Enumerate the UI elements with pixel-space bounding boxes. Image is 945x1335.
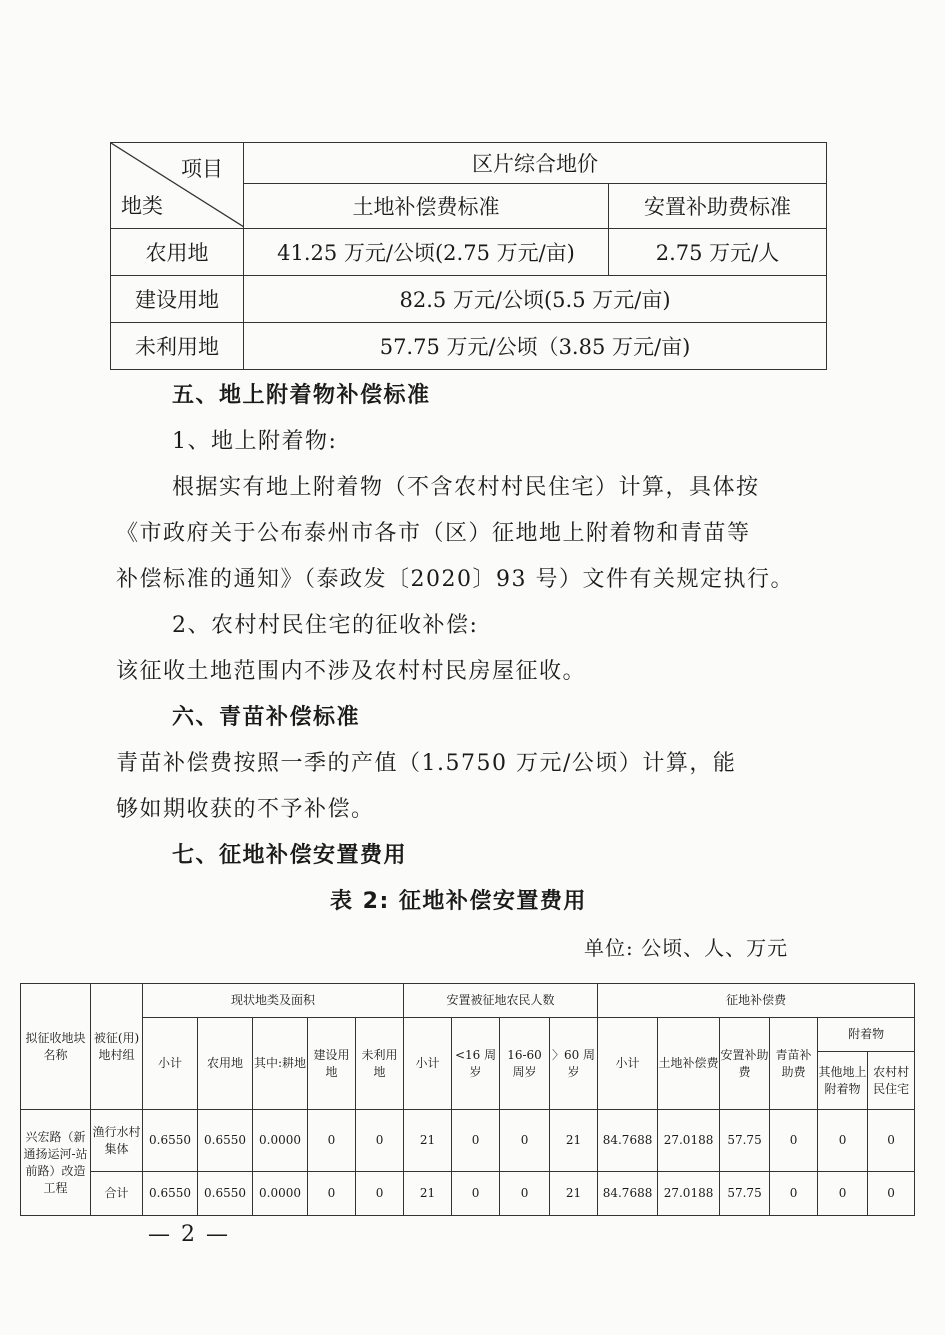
construct-header: 建设用地 [308,1018,356,1110]
parcel-header: 拟征收地块名称 [21,984,91,1110]
unused-header: 未利用地 [356,1018,404,1110]
fee-group-header: 征地补偿费 [598,984,915,1018]
value-cell: 21 [404,1110,452,1172]
value-cell: 0 [356,1172,404,1216]
merged-price-cell: 82.5 万元/公顷(5.5 万元/亩) [244,276,827,323]
table-row [21,1172,915,1216]
value-cell: 0 [452,1110,500,1172]
value-cell: 0 [770,1110,818,1172]
value-cell: 0 [500,1172,550,1216]
village-cell: 渔行水村集体 [91,1110,143,1172]
value-cell: 0 [452,1172,500,1216]
price-standard-table [110,142,827,370]
resettle-cell: 2.75 万元/人 [609,229,827,276]
value-cell: 84.7688 [598,1172,658,1216]
over60-header: 〉60 周岁 [550,1018,598,1110]
people-subtotal-header: 小计 [404,1018,452,1110]
group-header: 区片综合地价 [244,143,827,184]
land-type-cell: 农用地 [111,229,244,276]
value-cell: 0.0000 [253,1110,308,1172]
value-cell: 0 [500,1110,550,1172]
table-row [21,1110,915,1172]
land-type-cell: 建设用地 [111,276,244,323]
table-row [111,323,827,370]
value-cell: 0.6550 [198,1172,253,1216]
section-5-item-2: 2、农村村民住宅的征收补偿: [172,613,479,638]
section-7-title: 七、征地补偿安置费用 [172,843,408,868]
age16-60-header: 16-60 周岁 [500,1018,550,1110]
value-cell: 0.6550 [198,1110,253,1172]
value-cell: 0 [308,1110,356,1172]
land-comp-header: 土地补偿费 [658,1018,720,1110]
fee-subtotal-header: 小计 [598,1018,658,1110]
village-cell: 合计 [91,1172,143,1216]
land-group-header: 现状地类及面积 [143,984,404,1018]
diag-top-label: 项目 [181,157,223,181]
value-cell: 0 [818,1110,868,1172]
value-cell: 57.75 [720,1172,770,1216]
land-subtotal-header: 小计 [143,1018,198,1110]
value-cell: 0 [770,1172,818,1216]
compensation-cost-table [20,983,915,1216]
arable-header: 其中:耕地 [253,1018,308,1110]
value-cell: 0.6550 [143,1110,198,1172]
rural-house-header: 农村村民住宅 [868,1052,915,1110]
section-5-title: 五、地上附着物补偿标准 [172,383,431,408]
value-cell: 0.0000 [253,1172,308,1216]
col-resettle-header: 安置补助费标准 [609,184,827,229]
value-cell: 21 [404,1172,452,1216]
under16-header: <16 周岁 [452,1018,500,1110]
value-cell: 21 [550,1110,598,1172]
value-cell: 57.75 [720,1110,770,1172]
attach-group-header: 附着物 [818,1018,915,1052]
diagonal-header-cell [111,143,244,229]
value-cell: 0 [308,1172,356,1216]
farm-header: 农用地 [198,1018,253,1110]
value-cell: 84.7688 [598,1110,658,1172]
value-cell: 0 [868,1172,915,1216]
paragraph-line: 青苗补偿费按照一季的产值（1.5750 万元/公顷）计算，能 [116,751,737,776]
merged-price-cell: 57.75 万元/公顷（3.85 万元/亩) [244,323,827,370]
other-attach-header: 其他地上附着物 [818,1052,868,1110]
value-cell: 27.0188 [658,1172,720,1216]
diag-bottom-label: 地类 [121,194,163,218]
land-comp-cell: 41.25 万元/公顷(2.75 万元/亩) [244,229,609,276]
col-land-header: 土地补偿费标准 [244,184,609,229]
section-5-item-1: 1、地上附着物: [172,429,338,454]
paragraph-line: 根据实有地上附着物（不含农村村民住宅）计算，具体按 [172,475,760,500]
paragraph-line: 该征收土地范围内不涉及农村村民房屋征收。 [116,659,587,684]
table-row [111,229,827,276]
paragraph-line: 补偿标准的通知》（泰政发〔2020〕93 号）文件有关规定执行。 [116,567,794,592]
unit-label: 单位: 公顷、人、万元 [584,936,789,960]
page-number: — 2 — [148,1222,230,1247]
paragraph-line: 《市政府关于公布泰州市各市（区）征地地上附着物和青苗等 [116,521,751,546]
people-group-header: 安置被征地农民人数 [404,984,598,1018]
parcel-name-cell: 兴宏路（新通扬运河-站前路）改造工程 [21,1110,91,1216]
value-cell: 0.6550 [143,1172,198,1216]
value-cell: 27.0188 [658,1110,720,1172]
value-cell: 21 [550,1172,598,1216]
value-cell: 0 [818,1172,868,1216]
value-cell: 0 [356,1110,404,1172]
paragraph-line: 够如期收获的不予补偿。 [116,797,375,822]
crop-header: 青苗补助费 [770,1018,818,1110]
village-header: 被征(用)地村组 [91,984,143,1110]
value-cell: 0 [868,1110,915,1172]
table-row [111,276,827,323]
land-type-cell: 未利用地 [111,323,244,370]
table-2-title: 表 2: 征地补偿安置费用 [330,889,587,914]
section-6-title: 六、青苗补偿标准 [172,705,361,730]
resettle-header: 安置补助费 [720,1018,770,1110]
